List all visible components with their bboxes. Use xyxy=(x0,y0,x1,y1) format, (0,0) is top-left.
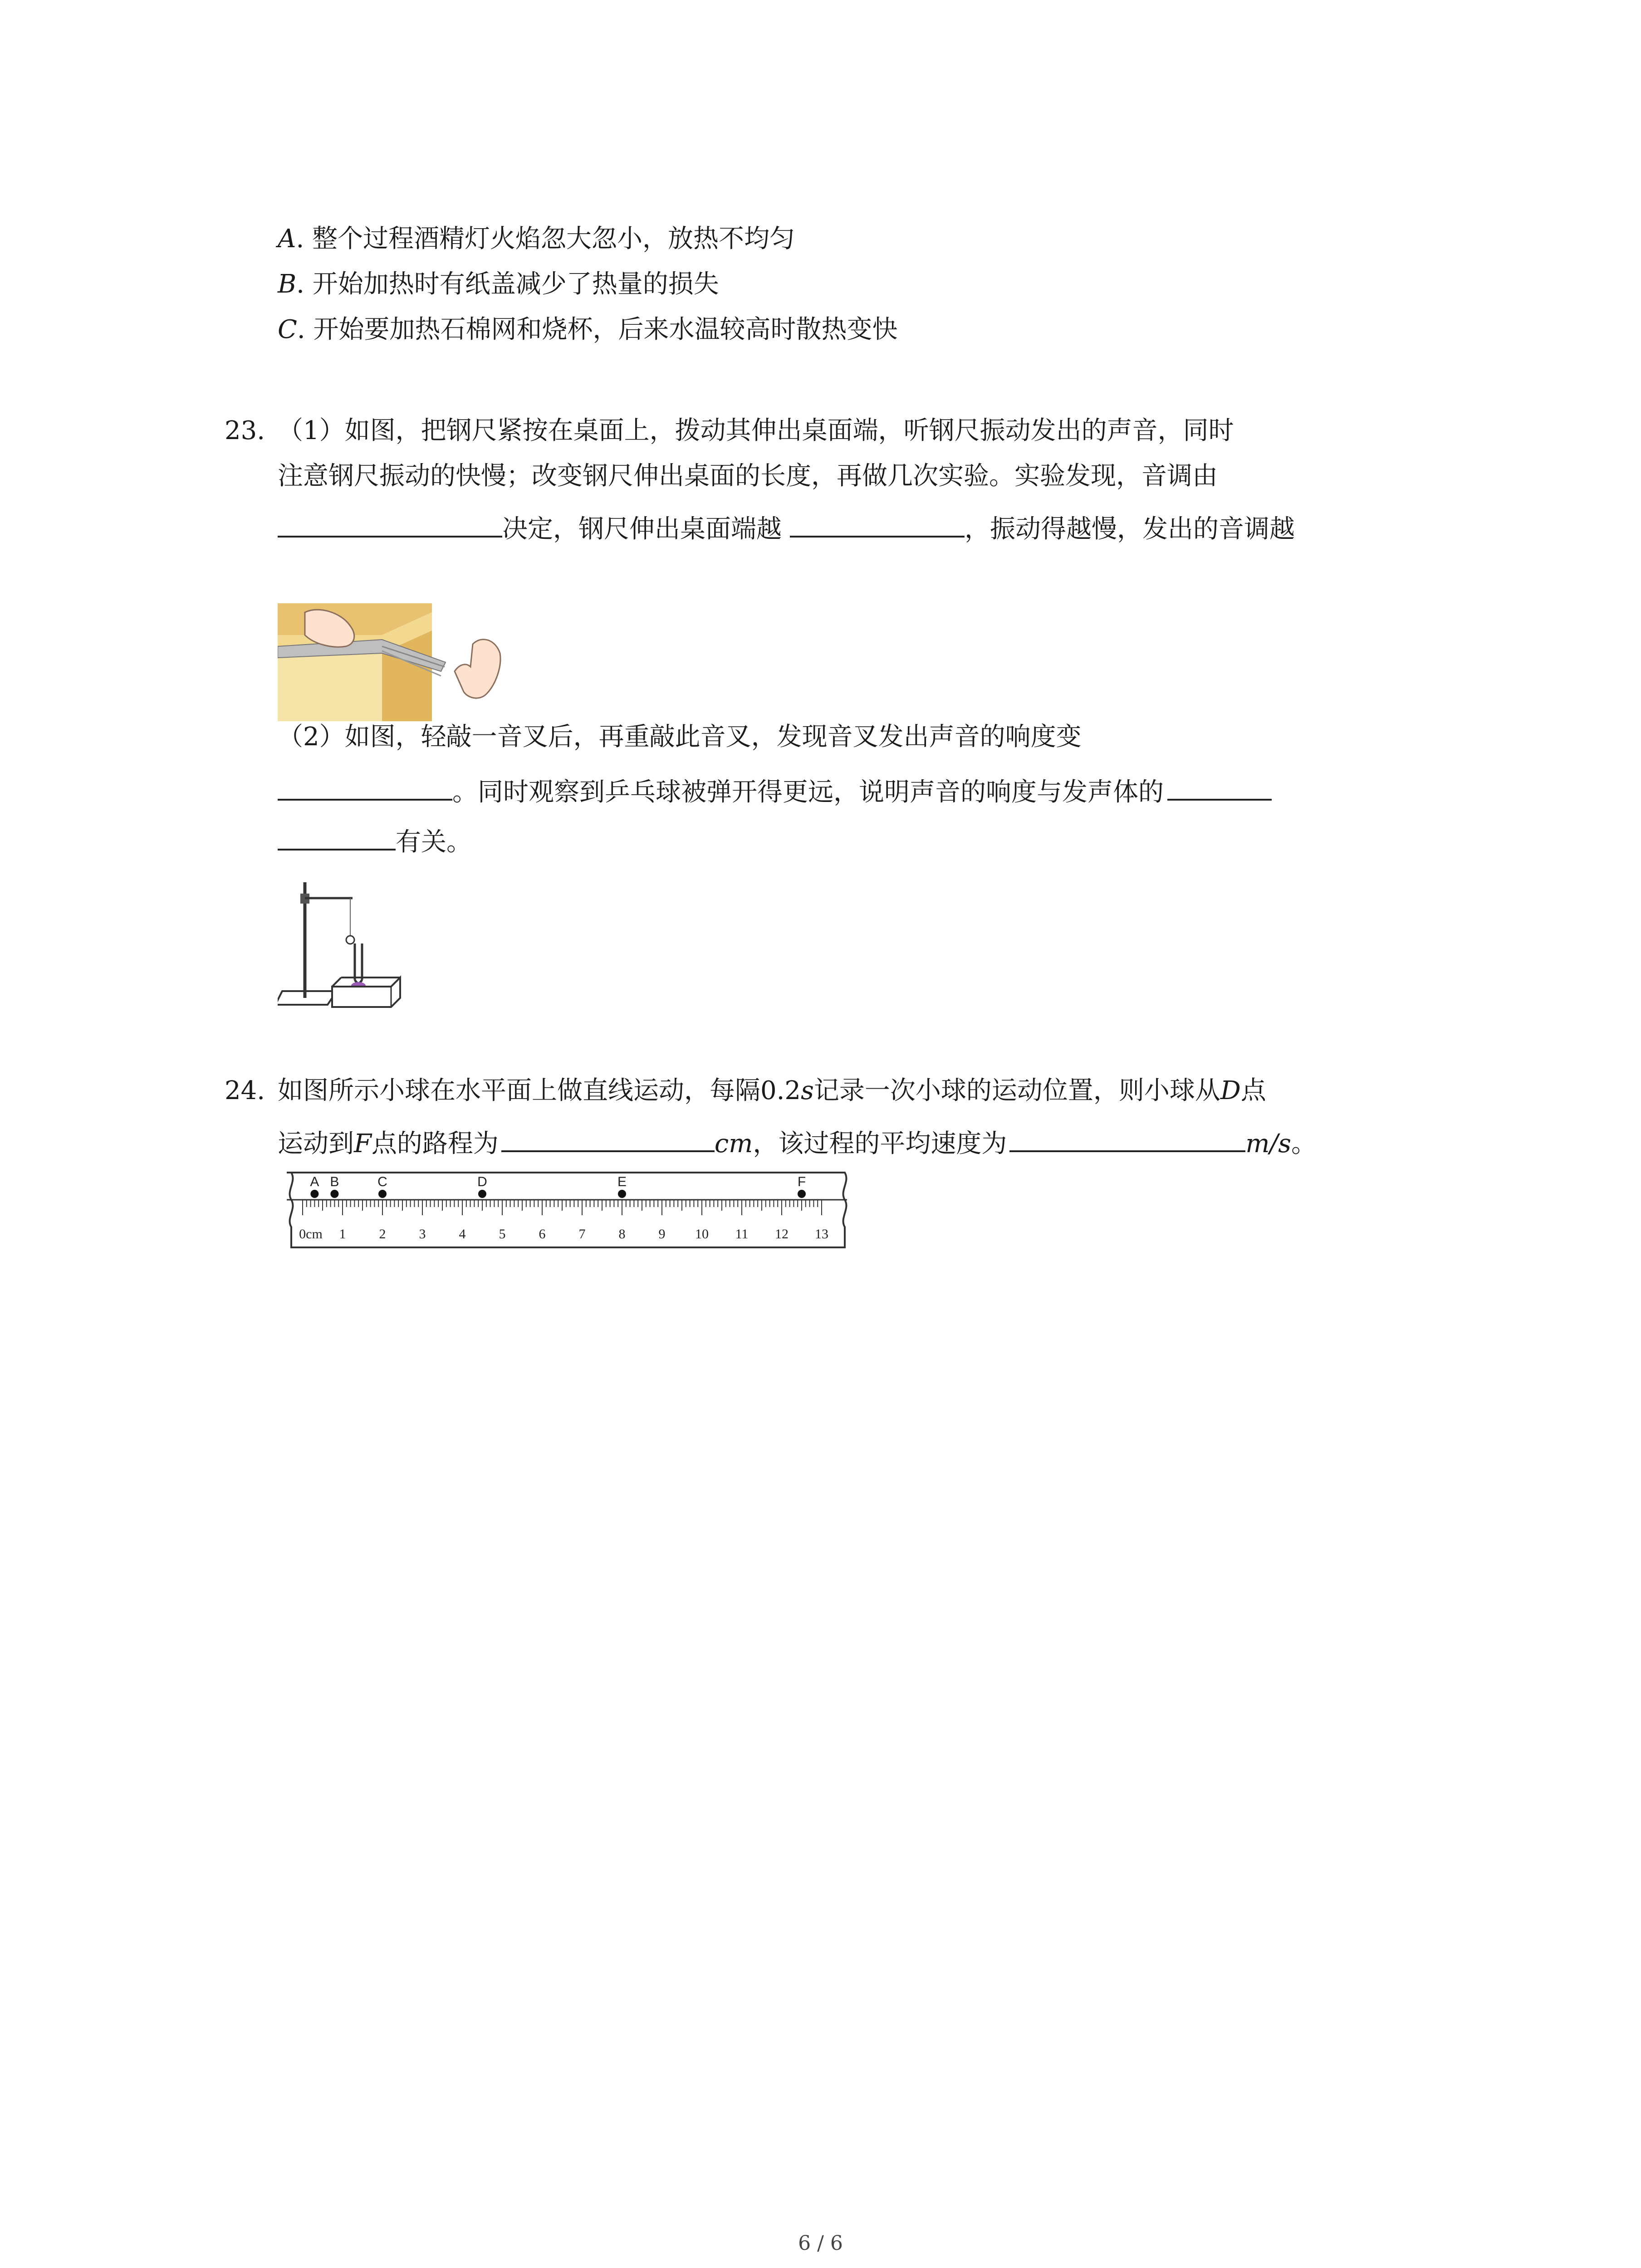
q24-text: 点 xyxy=(1240,1076,1266,1105)
option-a xyxy=(278,223,795,255)
q24-text: 。 xyxy=(1291,1129,1317,1158)
q24-text: 如图所示小球在水平面上做直线运动，每隔 xyxy=(278,1076,760,1105)
answer-blank[interactable] xyxy=(1167,773,1272,801)
option-text: . 整个过程酒精灯火焰忽大忽小，放热不均匀 xyxy=(296,224,795,254)
ball-position-label: E xyxy=(617,1174,627,1189)
ball-position-label: B xyxy=(330,1174,339,1189)
ball-position-label: A xyxy=(310,1174,319,1189)
q23-text: ，振动得越慢，发出的音调越 xyxy=(965,514,1295,544)
ruler-tick-label: 5 xyxy=(499,1227,506,1242)
ruler-figure xyxy=(278,1166,858,1252)
q24-unit: m/s xyxy=(1245,1129,1292,1158)
answer-blank[interactable] xyxy=(1009,1125,1245,1152)
ball-position-e xyxy=(618,1190,626,1198)
steel-ruler-figure xyxy=(278,603,514,721)
option-text: . 开始加热时有纸盖减少了热量的损失 xyxy=(296,269,719,299)
q24-interval: 0.2 xyxy=(760,1076,801,1105)
ball-position-c xyxy=(378,1190,387,1198)
q24-line2 xyxy=(278,1125,1317,1160)
q23-text: 。同时观察到乒乓球被弹开得更远，说明声音的响度与发声体的 xyxy=(452,777,1164,807)
tuning-fork-figure xyxy=(278,875,409,1012)
ruler-tick-label: 12 xyxy=(775,1227,789,1242)
question-number-23: 23. xyxy=(225,416,265,445)
q24-text: 运动到 xyxy=(278,1129,354,1158)
option-letter: C xyxy=(278,315,297,344)
question-number-24: 24. xyxy=(225,1076,265,1105)
ruler-tick-label: 11 xyxy=(735,1227,749,1242)
option-letter: A xyxy=(278,224,296,254)
ruler-tick-label: 0cm xyxy=(299,1227,323,1242)
q23-part1-line1: （1）如图，把钢尺紧按在桌面上，拨动其伸出桌面端，听钢尺振动发出的声音，同时 xyxy=(278,416,1234,445)
ruler-tick-label: 4 xyxy=(459,1227,466,1242)
ball-position-f xyxy=(798,1190,806,1198)
ruler-tick-label: 6 xyxy=(539,1227,546,1242)
option-b xyxy=(278,269,719,300)
answer-blank[interactable] xyxy=(278,510,502,538)
ruler-tick-label: 9 xyxy=(658,1227,666,1242)
q24-point: D xyxy=(1220,1076,1241,1105)
ruler-tick-label: 8 xyxy=(618,1227,626,1242)
q24-line1 xyxy=(278,1075,1266,1107)
ruler-tick-label: 2 xyxy=(379,1227,386,1242)
answer-blank[interactable] xyxy=(278,823,396,850)
answer-blank[interactable] xyxy=(501,1125,715,1152)
ruler-tick-label: 3 xyxy=(419,1227,426,1242)
page-number: 6 / 6 xyxy=(798,2232,843,2255)
ruler-tick-label: 7 xyxy=(578,1227,586,1242)
ball-position-a xyxy=(310,1190,318,1198)
q24-unit: cm xyxy=(714,1129,753,1158)
ruler-tick-label: 10 xyxy=(695,1227,709,1242)
q23-part2-line1: （2）如图，轻敲一音叉后，再重敲此音叉，发现音叉发出声音的响度变 xyxy=(278,722,1082,752)
ruler-tick-label: 1 xyxy=(339,1227,346,1242)
answer-blank[interactable] xyxy=(278,773,452,801)
ball-position-label: F xyxy=(797,1174,806,1189)
q24-unit: s xyxy=(801,1076,814,1105)
q24-point: F xyxy=(354,1129,372,1158)
q23-part2-line3 xyxy=(278,823,472,858)
ball-position-d xyxy=(478,1190,486,1198)
q23-text: 有关。 xyxy=(396,827,472,857)
option-c xyxy=(278,314,897,346)
q23-part1-line3 xyxy=(278,510,1295,545)
q23-part2-line2 xyxy=(278,773,1272,808)
q23-part1-line2: 注意钢尺振动的快慢；改变钢尺伸出桌面的长度，再做几次实验。实验发现，音调由 xyxy=(278,461,1218,491)
q24-text: 点的路程为 xyxy=(371,1129,499,1158)
ball-position-label: D xyxy=(477,1174,487,1189)
ruler-tick-label: 13 xyxy=(815,1227,828,1242)
option-letter: B xyxy=(278,269,297,299)
q24-text: ，该过程的平均速度为 xyxy=(753,1129,1007,1158)
ball-position-label: C xyxy=(377,1174,387,1189)
option-text: . 开始要加热石棉网和烧杯，后来水温较高时散热变快 xyxy=(297,315,898,344)
answer-blank[interactable] xyxy=(790,510,965,538)
q24-text: 记录一次小球的运动位置，则小球从 xyxy=(813,1076,1220,1105)
ball-position-b xyxy=(330,1190,338,1198)
q23-text: 决定，钢尺伸出桌面端越 xyxy=(502,514,782,544)
